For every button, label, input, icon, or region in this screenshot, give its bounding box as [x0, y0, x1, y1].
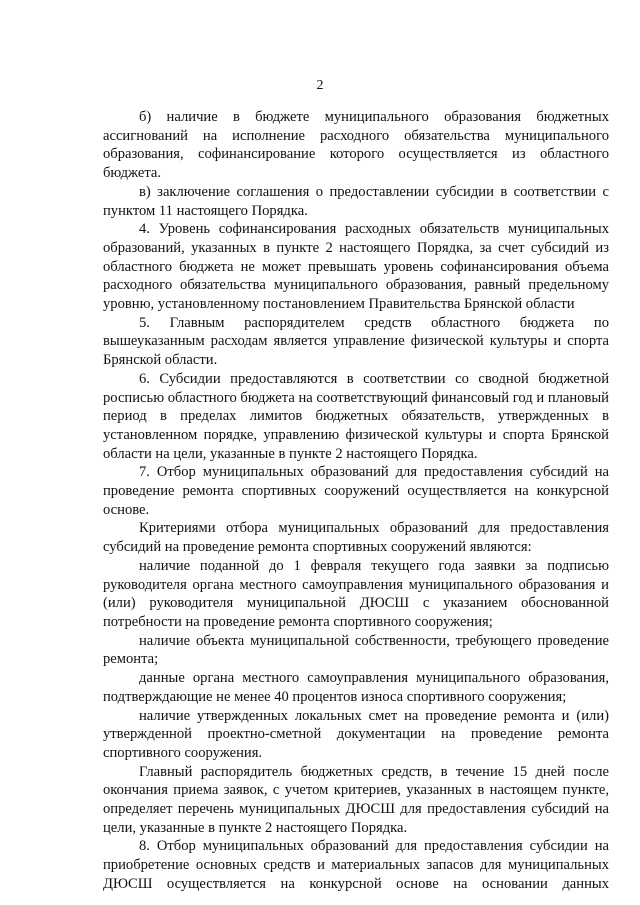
document-body — [103, 108, 609, 894]
paragraph: наличие утвержденных локальных смет на проведение ремонта и (или) утвержденной проектно-сметной документации на проведение ремонта спортивного сооружения. — [103, 707, 609, 761]
paragraph: 5. Главным распорядителем средств областного бюджета по вышеуказанным расходам является управление физической культуры и спорта Брянской области. — [103, 314, 609, 369]
paragraph: данные органа местного самоуправления муниципального образования, подтверждающие не менее 40 процентов износа спортивного сооружения; — [103, 670, 609, 705]
paragraph: Критериями отбора муниципальных образований для предоставления субсидий на проведение ремонта спортивных сооружений являются: — [103, 520, 609, 556]
paragraph: б) наличие в бюджете муниципального образования бюджетных ассигнований на исполнение расходного обязательства муниципального образования, софинансирование которого осуществляется из областного бюджета. — [103, 109, 609, 182]
paragraph: 6. Субсидии предоставляются в соответствии со сводной бюджетной росписью областного бюджета на соответствующий финансовый год и плановый период в пределах лимитов бюджетных обязательств, утвержденных в установленном порядке, управлению физической культуры и спорта Брянской области на цели, указанные в пункте 2 настоящего Порядка. — [103, 370, 609, 462]
paragraph: 7. Отбор муниципальных образований для предоставления субсидий на проведение ремонта спортивных сооружений осуществляется на конкурсной основе. — [103, 464, 609, 518]
paragraph: Главный распорядитель бюджетных средств, в течение 15 дней после окончания приема заявок, с учетом критериев, указанных в настоящем пункте, определяет перечень муниципальных ДЮСШ для предоставления субсидий на цели, указанные в пункте 2 настоящего Порядка. — [103, 763, 609, 836]
paragraph: 4. Уровень софинансирования расходных обязательств муниципальных образований, указанных в пункте 2 настоящего Порядка, за счет субсидий из областного бюджета не может превышать уровень софинансирования объема расходного обязательства муниципального образования, равный предельному уровню, установленному постановлением Правительства Брянской области — [103, 221, 609, 313]
paragraph: наличие объекта муниципальной собственности, требующего проведение ремонта; — [103, 632, 609, 668]
paragraph: в) заключение соглашения о предоставлении субсидии в соответствии с пунктом 11 настоящего Порядка. — [103, 183, 609, 219]
paragraph: 8. Отбор муниципальных образований для предоставления субсидии на приобретение основных средств и материальных запасов для муниципальных ДЮСШ осуществляется на конкурсной основе на основании данных — [103, 838, 609, 892]
paragraph: наличие поданной до 1 февраля текущего года заявки за подписью руководителя органа местного самоуправления муниципального образования и (или) руководителя муниципальной ДЮСШ с указанием обоснованной потребности на проведение ремонта спортивного сооружения; — [103, 557, 609, 630]
page-number: 2 — [316, 78, 324, 93]
